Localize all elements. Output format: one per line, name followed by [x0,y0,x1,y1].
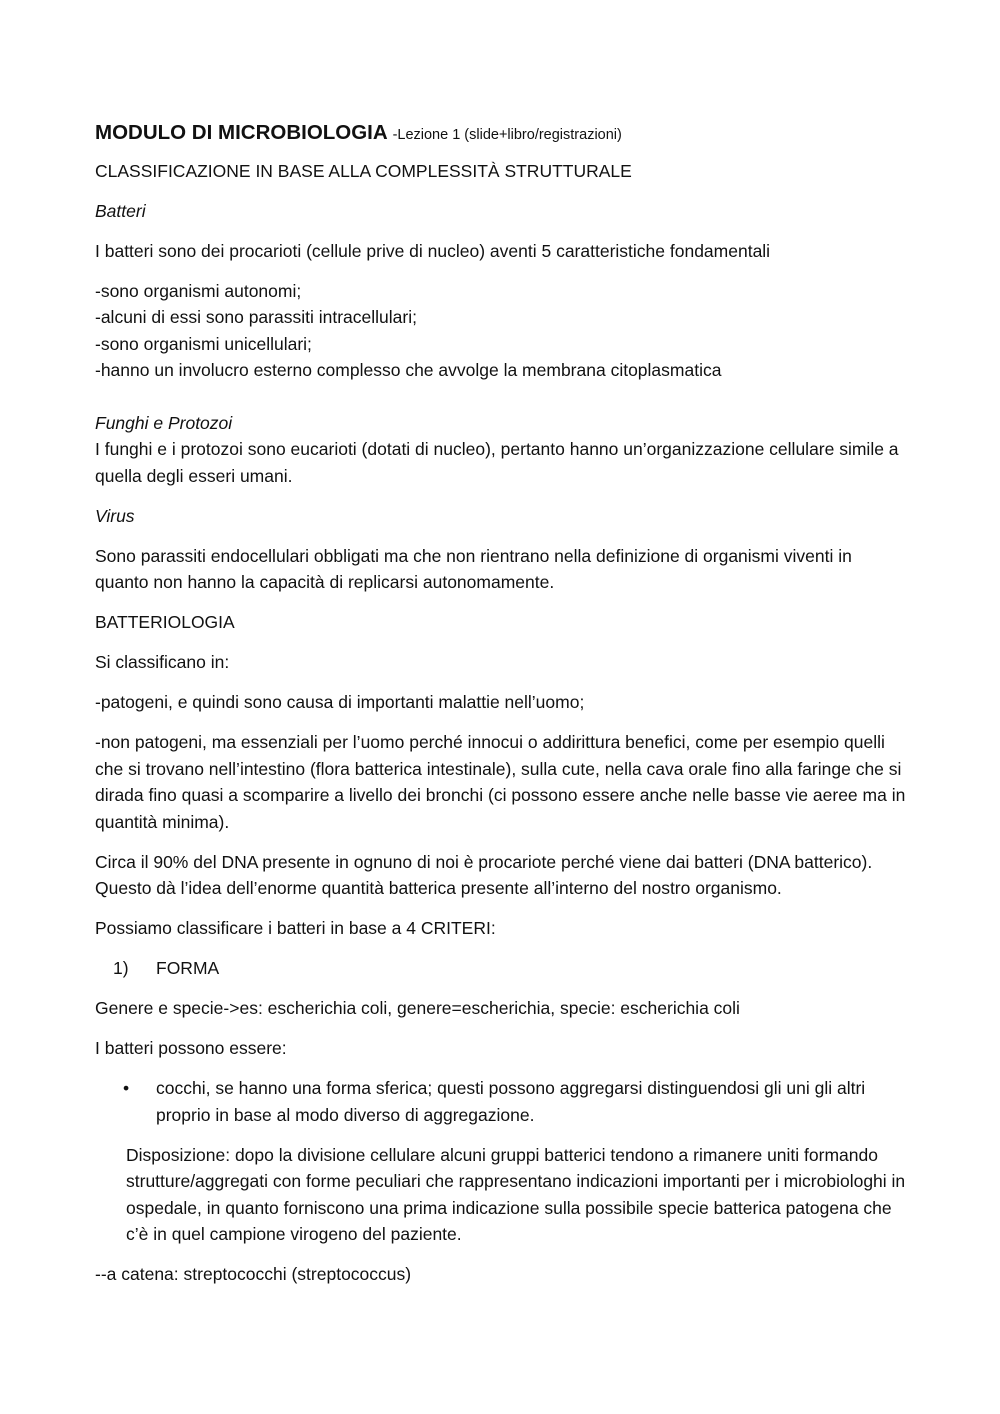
numbered-item-forma [95,955,910,982]
section-heading-classificazione: CLASSIFICAZIONE IN BASE ALLA COMPLESSITÀ STRUTTURALE [95,160,632,181]
document-title: MODULO DI MICROBIOLOGIA [95,121,388,144]
subheading-funghi-protozoi: Funghi e Protozoi [95,412,233,433]
subheading-virus: Virus [95,505,135,526]
paragraph-patogeni: -patogeni, e quindi sono causa di importanti malattie nell’uomo; [95,692,585,712]
batteri-characteristics-list [95,278,910,384]
bullet-icon: • [123,1078,130,1098]
paragraph-non-patogeni: -non patogeni, ma essenziali per l’uomo perché innocui o addirittura benefici, come per esempio quelli che si trovano nell’intestino (flora batterica intestinale), sulla cute, nella cava orale fino alla faringe che si dirada fino quasi a scomparire a livello dei bronchi (ci possono essere anche nelle basse vie aeree ma in quantità minima). [95,732,906,832]
paragraph-disposizione: Disposizione: dopo la divisione cellulare alcuni gruppi batterici tendono a rimanere uniti formando strutture/aggregati con forme peculiari che rappresentano indicazioni importanti per i microbiologhi in ospedale, in quanto forniscono una prima indicazione sulla possibile specie batterica patogena che c’è in quel campione virogeno del paziente. [126,1144,906,1244]
paragraph-catena: --a catena: streptococchi (streptococcus) [95,1264,412,1284]
bullet-text: cocchi, se hanno una forma sferica; questi possono aggregarsi distinguendosi gli uni gli altri proprio in base al modo diverso di aggregazione. [156,1078,866,1125]
section-heading-batteriologia: BATTERIOLOGIA [95,612,235,632]
list-item: -sono organismi autonomi; [95,280,302,301]
document-header [95,120,910,149]
paragraph-dna: Circa il 90% del DNA presente in ognuno di noi è procariote perché viene dai batteri (DNA batterico). Questo dà l’idea dell’enorme quantità batterica presente all’interno del nostro organismo. [95,851,873,898]
paragraph-possono-essere: I batteri possono essere: [95,1038,287,1058]
list-item-label: FORMA [156,958,220,978]
list-item: -alcuni di essi sono parassiti intracellulari; [95,307,417,327]
subheading-batteri: Batteri [95,200,146,221]
list-number: 1) [113,958,129,978]
document-subtitle: -Lezione 1 (slide+libro/registrazioni) [392,127,622,143]
list-item: -hanno un involucro esterno complesso che avvolge la membrana citoplasmatica [95,360,722,380]
document-page [95,120,910,1301]
paragraph-batteri-intro: I batteri sono dei procarioti (cellule prive di nucleo) aventi 5 caratteristiche fondamentali [95,240,771,261]
paragraph-funghi: I funghi e i protozoi sono eucarioti (dotati di nucleo), pertanto hanno un’organizzazione cellulare simile a quella degli esseri umani. [95,439,899,486]
paragraph-virus: Sono parassiti endocellulari obbligati ma che non rientrano nella definizione di organismi viventi in quanto non hanno la capacità di replicarsi autonomamente. [95,545,852,592]
paragraph-genere-specie: Genere e specie->es: escherichia coli, genere=escherichia, specie: escherichia coli [95,998,740,1018]
list-item: -sono organismi unicellulari; [95,333,312,354]
paragraph-criteri: Possiamo classificare i batteri in base a 4 CRITERI: [95,918,496,938]
paragraph-classify-intro: Si classificano in: [95,652,230,672]
bullet-item-cocchi [95,1075,910,1128]
